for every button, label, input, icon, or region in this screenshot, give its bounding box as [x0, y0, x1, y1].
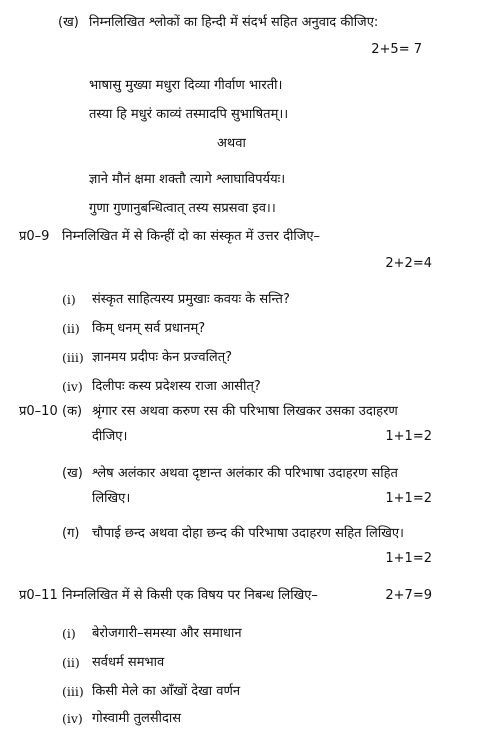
q8b-marks: 2+5= 7	[371, 42, 422, 57]
q11-number: प्र0–11	[19, 588, 58, 603]
q10-number: प्र0–10	[19, 404, 58, 419]
q11-item-text: बेरोजगारी–समस्या और समाधान	[92, 626, 242, 641]
q11-item-text: सर्वधर्म समभाव	[92, 655, 165, 670]
shloka1-line1: भाषासु मुख्या मधुरा दिव्या गीर्वाण भारती।	[89, 78, 283, 93]
q9-item-text: संस्कृत साहित्यस्य प्रमुखाः कवयः के सन्ति?	[92, 292, 290, 307]
q9-item-num: (iii)	[62, 350, 84, 365]
q10c-label: (ग)	[62, 526, 80, 541]
q10a-label: (क)	[62, 404, 83, 419]
q9-marks: 2+2=4	[385, 256, 432, 271]
shloka2-line2: गुणा गुणानुबन्धित्वात् तस्य सप्रसवा इव।।	[89, 201, 276, 216]
q10a-line1: श्रृंगार रस अथवा करुण रस की परिभाषा लिखकर उसका उदाहरण	[92, 404, 398, 419]
q9-item-text: किम् धनम् सर्व प्रधानम्?	[92, 321, 206, 336]
q10c-line1: चौपाई छन्द अथवा दोहा छन्द की परिभाषा उदाहरण सहित लिखिए।	[92, 526, 404, 541]
q10a-line2: दीजिए।	[92, 429, 128, 444]
q11-item-num: (ii)	[62, 655, 80, 670]
q10b-label: (ख)	[62, 466, 83, 481]
or-separator: अथवा	[217, 136, 246, 151]
q11-item-num: (iii)	[62, 684, 84, 699]
q8b-label: (ख)	[58, 15, 79, 30]
q11-instruction: निम्नलिखित में से किसी एक विषय पर निबन्ध लिखिए–	[62, 588, 318, 603]
q11-item-num: (i)	[62, 626, 76, 641]
q9-instruction: निम्नलिखित में से किन्हीं दो का संस्कृत में उत्तर दीजिए–	[62, 229, 321, 244]
q10b-marks: 1+1=2	[385, 491, 432, 506]
q10b-line2: लिखिए।	[92, 491, 131, 506]
q9-item-text: ज्ञानमय प्रदीपः केन प्रज्वलित्?	[92, 350, 233, 365]
q11-item-num: (iv)	[62, 711, 83, 726]
q9-number: प्र0–9	[19, 229, 50, 244]
q9-item-num: (ii)	[62, 321, 80, 336]
q9-item-num: (i)	[62, 292, 76, 307]
q9-item-num: (iv)	[62, 379, 83, 394]
q10b-line1: श्लेष अलंकार अथवा दृष्टान्त अलंकार की परिभाषा उदाहरण सहित	[92, 466, 398, 481]
q10a-marks: 1+1=2	[385, 429, 432, 444]
q9-item-text: दिलीपः कस्य प्रदेशस्य राजा आसीत्?	[92, 379, 261, 394]
shloka2-line1: ज्ञाने मौनं क्षमा शक्तौ त्यागे श्लाघाविपर्ययः।	[89, 172, 286, 187]
shloka1-line2: तस्या हि मधुरं काव्यं तस्मादपि सुभाषितम्।।	[89, 107, 289, 122]
q11-item-text: गोस्वामी तुलसीदास	[92, 711, 182, 726]
q8b-instruction: निम्नलिखित श्लोकों का हिन्दी में संदर्भ सहित अनुवाद कीजिए:	[89, 15, 379, 30]
q10c-marks: 1+1=2	[385, 551, 432, 566]
q11-item-text: किसी मेले का आँखों देखा वर्णन	[92, 684, 241, 699]
q11-marks: 2+7=9	[385, 588, 432, 603]
